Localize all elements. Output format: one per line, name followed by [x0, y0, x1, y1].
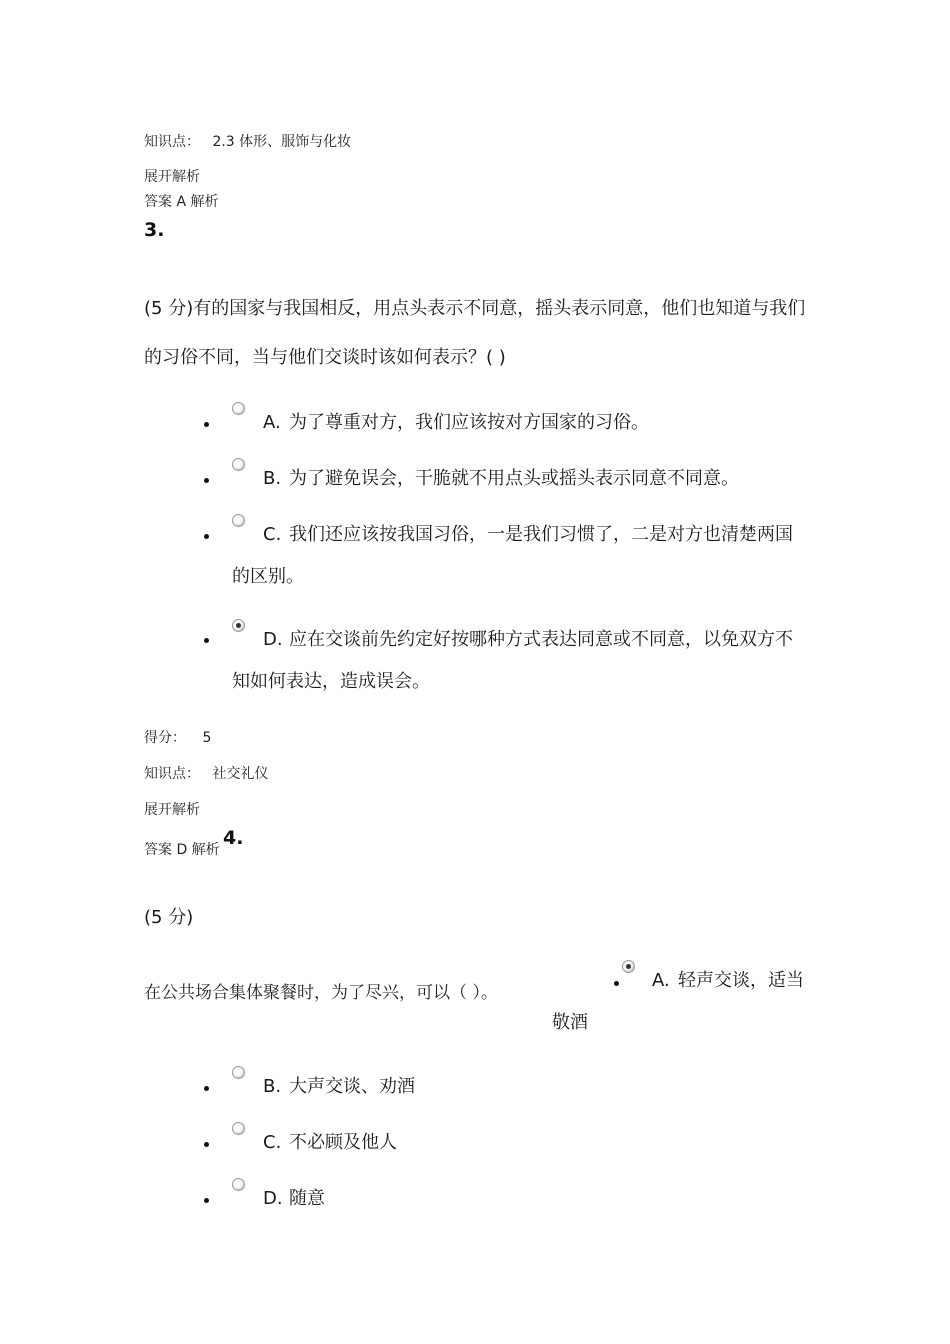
list-bullet: [614, 981, 619, 986]
option-text: 大声交谈、劝酒: [289, 1076, 415, 1097]
question-stem-line1: (5 分)有的国家与我国相反，用点头表示不同意，摇头表示同意，他们也知道与我们: [144, 298, 806, 319]
option-b[interactable]: [263, 464, 739, 490]
radio-selected-dot: [626, 964, 631, 969]
knowledge-value: 社交礼仪: [212, 766, 269, 782]
option-letter: A.: [263, 412, 281, 433]
option-a[interactable]: [263, 408, 649, 434]
question-number: 4.: [223, 827, 244, 849]
radio-option-a[interactable]: [232, 402, 245, 415]
score-label: 得分：: [144, 730, 186, 746]
option-b[interactable]: [263, 1072, 415, 1098]
question-number: 3.: [144, 219, 165, 241]
list-bullet: [204, 1198, 209, 1203]
option-text: 不必顾及他人: [289, 1132, 397, 1153]
question-stem: 在公共场合集体聚餐时，为了尽兴，可以（ ）。: [144, 983, 498, 1003]
score-value: 5: [202, 730, 212, 746]
radio-selected-dot: [236, 623, 241, 628]
radio-option-d[interactable]: [232, 619, 245, 632]
list-bullet: [204, 638, 209, 643]
question-points: (5 分): [144, 907, 194, 928]
option-a[interactable]: [652, 966, 804, 992]
question-stem-line2: 的习俗不同，当与他们交谈时该如何表示？( ): [144, 347, 506, 368]
option-letter: B.: [263, 468, 282, 489]
score: [144, 727, 211, 747]
option-text: 我们还应该按我国习俗，一是我们习惯了，二是对方也清楚两国: [289, 524, 793, 545]
option-d-continuation: 知如何表达，造成误会。: [232, 671, 430, 692]
answer-analysis: 答案 D 解析: [144, 842, 220, 858]
option-letter: B.: [263, 1076, 282, 1097]
option-a-continuation: 敬酒: [552, 1012, 588, 1033]
option-text: 应在交谈前先约定好按哪种方式表达同意或不同意，以免双方不: [289, 629, 793, 650]
option-text: 轻声交谈，适当: [678, 970, 804, 991]
option-c[interactable]: [263, 1128, 397, 1154]
option-d[interactable]: [263, 625, 793, 651]
knowledge-point: [144, 131, 351, 151]
list-bullet: [204, 1086, 209, 1091]
answer-analysis: 答案 A 解析: [144, 194, 219, 210]
option-text: 为了避免误会，干脆就不用点头或摇头表示同意不同意。: [289, 468, 739, 489]
radio-option-c[interactable]: [232, 514, 245, 527]
list-bullet: [204, 534, 209, 539]
expand-analysis-link[interactable]: 展开解析: [144, 802, 200, 818]
option-c-continuation: 的区别。: [232, 566, 304, 587]
knowledge-label: 知识点：: [144, 766, 200, 782]
option-text: 随意: [289, 1188, 325, 1209]
option-letter: A.: [652, 970, 670, 991]
list-bullet: [204, 422, 209, 427]
option-letter: D.: [263, 629, 283, 650]
radio-option-b[interactable]: [232, 1066, 245, 1079]
option-d[interactable]: [263, 1184, 325, 1210]
option-c[interactable]: [263, 520, 793, 546]
radio-option-a[interactable]: [622, 960, 635, 973]
option-letter: D.: [263, 1188, 283, 1209]
list-bullet: [204, 478, 209, 483]
option-letter: C.: [263, 524, 282, 545]
knowledge-point: [144, 763, 268, 783]
list-bullet: [204, 1142, 209, 1147]
expand-analysis-link[interactable]: 展开解析: [144, 169, 200, 185]
knowledge-label: 知识点：: [144, 134, 200, 150]
option-letter: C.: [263, 1132, 282, 1153]
option-text: 为了尊重对方，我们应该按对方国家的习俗。: [289, 412, 649, 433]
radio-option-c[interactable]: [232, 1122, 245, 1135]
radio-option-b[interactable]: [232, 458, 245, 471]
radio-option-d[interactable]: [232, 1178, 245, 1191]
knowledge-value: 2.3 体形、服饰与化妆: [212, 134, 352, 150]
